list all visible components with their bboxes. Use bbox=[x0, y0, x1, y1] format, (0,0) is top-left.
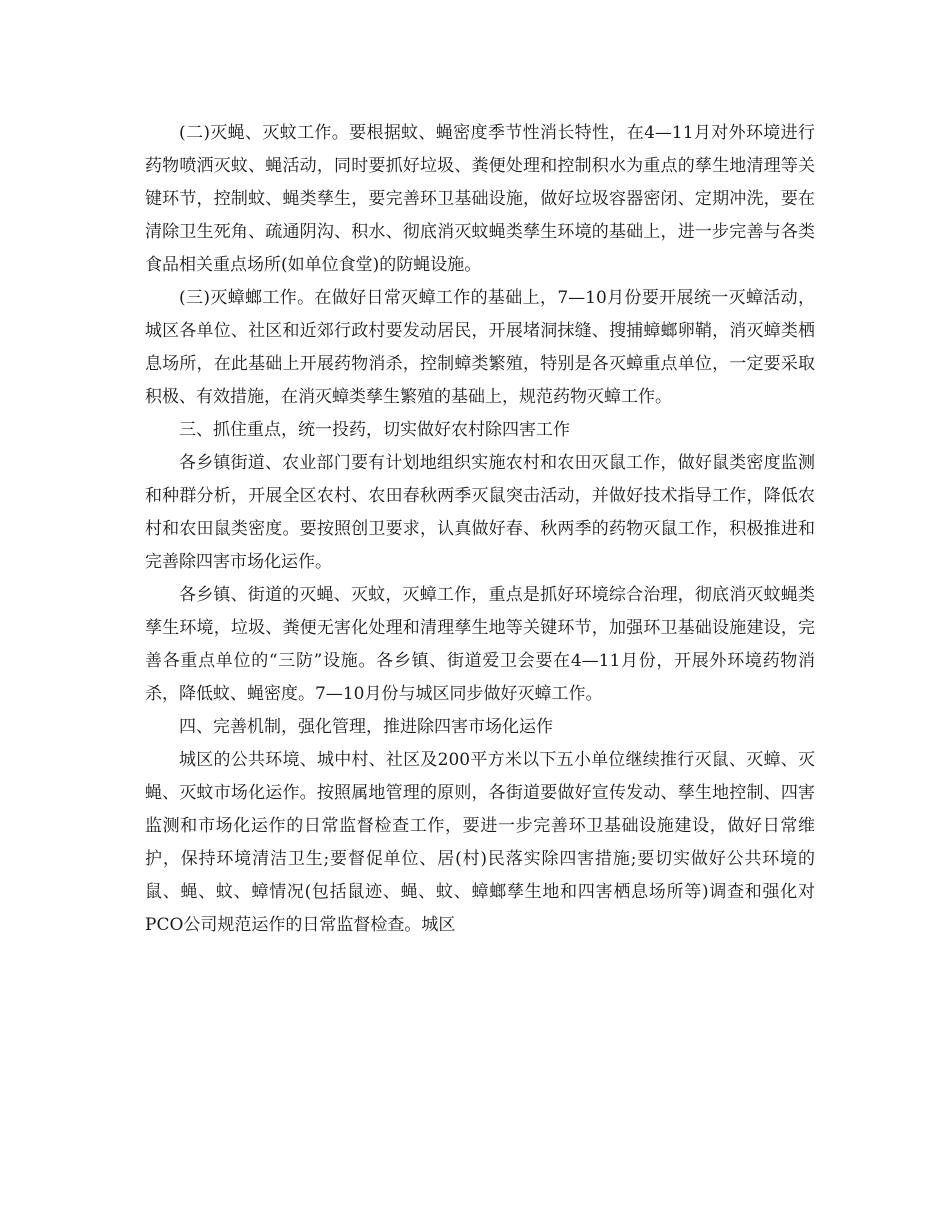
document-body bbox=[145, 117, 815, 942]
paragraph-cockroach-control: (三)灭蟑螂工作。在做好日常灭蟑工作的基础上，7—10月份要开展统一灭蟑活动，城区各单位、社区和近郊行政村要发动居民，开展堵洞抹缝、搜捕蟑螂卵鞘，消灭蟑类栖息场所，在此基础上开展药物消杀，控制蟑类繁殖，特别是各灭蟑重点单位，一定要采取积极、有效措施，在消灭蟑类孳生繁殖的基础上，规范药物灭蟑工作。 bbox=[145, 288, 815, 407]
paragraph-fly-mosquito-control: (二)灭蝇、灭蚊工作。要根据蚊、蝇密度季节性消长特性，在4—11月对外环境进行药物喷洒灭蚊、蝇活动，同时要抓好垃圾、粪便处理和控制积水为重点的孳生地清理等关键环节，控制蚊、蝇类孳生，要完善环卫基础设施，做好垃圾容器密闭、定期冲洗，要在清除卫生死角、疏通阴沟、积水、彻底消灭蚊蝇类孳生环境的基础上，进一步完善与各类食品相关重点场所(如单位食堂)的防蝇设施。 bbox=[145, 123, 815, 275]
section-heading-rural: 三、抓住重点，统一投药，切实做好农村除四害工作 bbox=[179, 420, 570, 440]
paragraph-market-operation: 城区的公共环境、城中村、社区及200平方米以下五小单位继续推行灭鼠、灭蟑、灭蝇、灭蚊市场化运作。按照属地管理的原则，各街道要做好宣传发动、孳生地控制、四害监测和市场化运作的日常监督检查工作，要进一步完善环卫基础设施建设，做好日常维护，保持环境清洁卫生;要督促单位、居(村)民落实除四害措施;要切实做好公共环境的鼠、蝇、蚊、蟑情况(包括鼠迹、蝇、蚊、蟑螂孳生地和四害栖息场所等)调查和强化对PCO公司规范运作的日常监督检查。城区 bbox=[145, 750, 815, 935]
paragraph-rural-rodent-control: 各乡镇街道、农业部门要有计划地组织实施农村和农田灭鼠工作，做好鼠类密度监测和种群分析，开展全区农村、农田春秋两季灭鼠突击活动，并做好技术指导工作，降低农村和农田鼠类密度。要按照创卫要求，认真做好春、秋两季的药物灭鼠工作，积极推进和完善除四害市场化运作。 bbox=[145, 453, 815, 572]
section-heading-mechanism: 四、完善机制，强化管理，推进除四害市场化运作 bbox=[179, 717, 553, 737]
paragraph-township-control: 各乡镇、街道的灭蝇、灭蚊，灭蟑工作，重点是抓好环境综合治理，彻底消灭蚊蝇类孳生环境，垃圾、粪便无害化处理和清理孳生地等关键环节，加强环卫基础设施建设，完善各重点单位的“三防”设施。各乡镇、街道爱卫会要在4—11月份，开展外环境药物消杀，降低蚊、蝇密度。7—10月份与城区同步做好灭蟑工作。 bbox=[145, 585, 815, 704]
